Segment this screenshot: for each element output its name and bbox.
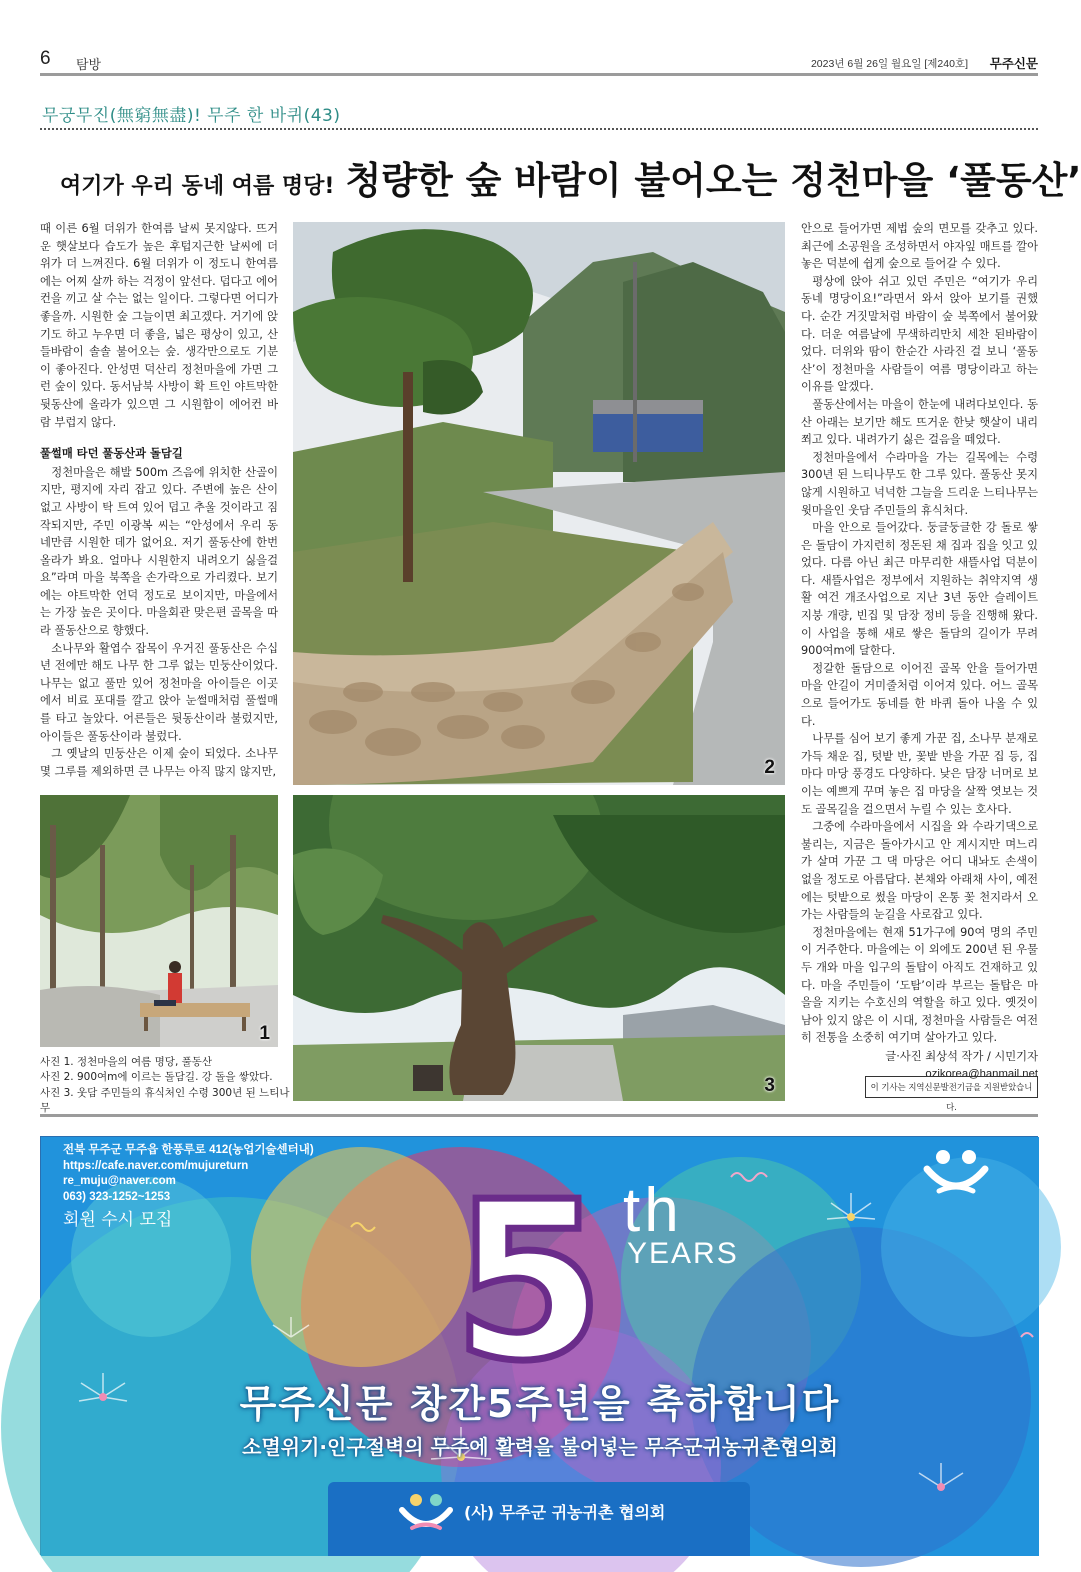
organization-logo-icon — [921, 1143, 991, 1203]
article-paragraph: 정천마을은 해발 500m 즈음에 위치한 산골이지만, 평지에 자리 잡고 있다. 주변에 높은 산이 없고 사방이 탁 트여 있어 덥고 추울 것이라고 짐작되지만, 주민 이광복 씨는 “안성에서 우리 동네만큼 시원한 데가 없어요. 저기 풀동산에 한번 올라가 봐요. 얼마나 시원한지 내려오기 싫을걸요”라며 마을 북쪽을 손가락으로 가리켰다. 보기에는 야트막한 언덕 정도로 보이지만, 마을에서는 가장 높은 곳이다. 마을회관 맞은편 골목을 따라 풀동산으로 향했다. — [40, 465, 278, 638]
photo-number: 3 — [764, 1075, 775, 1096]
caption-3: 사진 3. 웃담 주민들의 휴식처인 수령 300년 된 느티나무 — [40, 1086, 290, 1115]
photo-forest-bench — [40, 795, 278, 1047]
organization-name: (사) 무주군 귀농귀촌 협의회 — [464, 1503, 666, 1522]
article-paragraph: 소나무와 활엽수 잡목이 우거진 풀동산은 수십 년 전에만 해도 나무 한 그루 없는 민둥산이었다. 나무는 없고 풀만 있어 정천마을 아이들은 이곳에서 비료 포대를 깔고 앉아 눈썰매처럼 풀썰매를 타고 놀았다. 어른들은 뒷동산이라 불렀지만, 아이들은 풀동산이라 불렀다. — [40, 641, 278, 743]
photo-number: 2 — [764, 757, 775, 778]
headline-sub: 여기가 우리 동네 여름 명당! — [60, 174, 335, 199]
photo-captions — [40, 1055, 290, 1117]
article-paragraph: 그 옛날의 민둥산은 이제 숲이 되었다. 소나무 몇 그루를 제외하면 큰 나무는 아직 많지 않지만, — [40, 747, 278, 778]
contact-phone: 063) 323-1252~1253 — [63, 1190, 171, 1203]
article-paragraph: 그중에 수라마을에서 시집을 와 수라기댁으로 불리는, 지금은 돌아가시고 안 계시지만 며느리가 살며 가꾼 그 댁 마당은 어디 내놔도 손색이 없을 정도로 아름답다. 본채와 아래채 사이, 예전에는 텃밭으로 썼을 마당이 온통 꽃 천지라서 오가는 사람들의 눈길을 사로잡고 있다. — [801, 820, 1038, 922]
article-intro: 때 이른 6월 더위가 한여름 날씨 못지않다. 뜨거운 햇살보다 습도가 높은 후텁지근한 날씨에 더위가 더 느껴진다. 6월 더위가 이 정도니 한여름에는 어찌 살까 하는 걱정이 앞선다. 덥다고 에어컨을 끼고 살 수는 없는 일이다. 그렇다면 어디가 좋을까. 시원한 숲 그늘이면 최고겠다. 거기에 앉기도 하고 누우면 더 좋을, 넓은 평상이 있고, 산들바람이 솔솔 불어오는 숲. 생각만으로도 기분이 좋아진다. 안성면 덕산리 정천마을에 가면 그런 숲이 있다. 동서남북 사방이 확 트인 야트막한 뒷동산에 올라가 있으면 그 시원함이 에어컨 바람 부럽지 않다. — [40, 222, 278, 429]
ad-slogan: 소멸위기·인구절벽의 무주에 활력을 불어넣는 무주군귀농귀촌협의회 — [242, 1435, 838, 1459]
author-email[interactable]: ozikorea@hanmail.net — [925, 1067, 1038, 1080]
caption-1: 사진 1. 정천마을의 여름 명당, 풀동산 — [40, 1056, 213, 1068]
anniversary-years: YEARS — [627, 1237, 739, 1270]
article-paragraph: 정갈한 돌담으로 이어진 골목 안을 들어가면 마을 안길이 거미줄처럼 이어져 있다. 어느 골목으로 들어가도 동네를 한 바퀴 돌아 나올 수 있다. — [801, 661, 1038, 728]
article-paragraph: 안으로 들어가면 제법 숲의 면모를 갖추고 있다. 최근에 소공원을 조성하면서 야자잎 매트를 깔아 놓은 덕분에 쉽게 숲으로 들어갈 수 있다. — [801, 222, 1038, 271]
congrats-message: 무주신문 창간5주년을 축하합니다 — [239, 1382, 841, 1426]
dotted-divider — [40, 128, 1038, 130]
article-column-right — [801, 220, 1038, 1080]
anniversary-suffix: th — [623, 1176, 683, 1245]
issue-date: 2023년 6월 26일 월요일 [제240호] — [810, 58, 968, 70]
photo-number: 1 — [259, 1023, 270, 1044]
contact-email[interactable]: re_muju@naver.com — [63, 1175, 176, 1187]
page-number: 6 — [40, 48, 51, 69]
photo-zelkova-tree — [293, 795, 785, 1101]
ad-separator-rule — [40, 1114, 1038, 1117]
contact-info — [63, 1143, 314, 1205]
support-notice: 이 기사는 지역신문발전기금을 지원받았습니다. — [865, 1076, 1038, 1098]
series-title: 무궁무진(無窮無盡)! 무주 한 바퀴(43) — [42, 106, 341, 126]
organization-logo-icon — [398, 1490, 454, 1536]
caption-2: 사진 2. 900여m에 이르는 돌담길. 강 돌을 쌓았다. — [40, 1071, 273, 1084]
paper-name: 무주신문 — [989, 56, 1038, 71]
header-rule — [40, 73, 1038, 76]
anniversary-ad — [40, 1136, 1038, 1555]
photo-stone-wall — [293, 222, 785, 785]
contact-cafe-url[interactable]: https://cafe.naver.com/mujureturn — [63, 1159, 249, 1172]
article-paragraph: 정천마을에는 현재 51가구에 90여 명의 주민이 거주한다. 마을에는 이 외에도 200년 된 우물 두 개와 마을 입구의 돌탑이 아직도 건재하고 있다. 마을 주민들이 ‘도탐’이라 부르는 돌탑은 마을을 지키는 수호신의 역할을 하고 있다. 옛것이 남아 있지 않은 이 시대, 정천마을 사람들은 여전히 전통을 소중히 여기며 살아가고 있다. — [801, 925, 1038, 1045]
article-paragraph: 평상에 앉아 쉬고 있던 주민은 “여기가 우리 동네 명당이요!”라면서 와서 앉아 보기를 권했다. 순간 거짓말처럼 바람이 숲 북쪽에서 불어왔다. 더운 여름날에 무색하리만치 세찬 된바람이었다. 더위와 땀이 한순간 사라진 걸 보니 ‘풀동산’이 정천마을 사람들이 여름 명당이라고 하는 이유를 알겠다. — [801, 274, 1038, 394]
headline — [60, 150, 1081, 206]
member-recruit: 회원 수시 모집 — [63, 1210, 173, 1230]
anniversary-number: 5 — [453, 1156, 605, 1409]
organization-band — [328, 1482, 750, 1556]
article-paragraph: 마을 안으로 들어갔다. 둥글둥글한 강 돌로 쌓은 돌담이 가지런히 정돈된 채 집과 집을 잇고 있었다. 다름 아닌 최근 마무리한 새뜰사업 덕분이다. 새뜰사업은 정부에서 지원하는 취약지역 생활 여건 개조사업으로 지난 3년 동안 슬레이트 지붕 개량, 빈집 및 담장 정비 등을 진행해 왔다. 이 사업을 통해 새로 쌓은 돌담의 길이가 무려 900여m에 달한다. — [801, 521, 1038, 658]
article-paragraph: 나무를 심어 보기 좋게 가꾼 집, 소나무 분재로 가득 채운 집, 텃밭 반, 꽃밭 반을 가꾼 집 등, 집마다 마당 풍경도 다양하다. 낮은 담장 너머로 보이는 예쁘게 꾸며 놓은 집 마당을 살짝 엿보는 것도 골목길을 걸으면서 누릴 수 있는 호사다. — [801, 732, 1038, 816]
byline: 글·사진 최상석 작가 / 시민기자 — [885, 1049, 1038, 1063]
section-label: 탐방 — [76, 58, 102, 73]
article-subhead: 풀썰매 타던 풀동산과 돌담길 — [40, 447, 183, 461]
headline-main: 청량한 숲 바람이 불어오는 정천마을 ‘풀동산’ — [345, 159, 1081, 202]
article-paragraph: 풀동산에서는 마을이 한눈에 내려다보인다. 동산 아래는 보기만 해도 뜨거운 한낮 햇살이 내리쬐고 있다. 내려가기 싫은 걸음을 떼었다. — [801, 397, 1038, 447]
contact-address: 전북 무주군 무주읍 한풍루로 412(농업기술센터내) — [63, 1144, 314, 1156]
article-paragraph: 정천마을에서 수라마을 가는 길목에는 수령 300년 된 느티나무도 한 그루 있다. 풀동산 못지않게 시원하고 넉넉한 그늘을 드리운 느티나무는 윗마을인 웃담 주민들의 휴식처다. — [801, 450, 1038, 517]
article-column-left — [40, 220, 278, 790]
